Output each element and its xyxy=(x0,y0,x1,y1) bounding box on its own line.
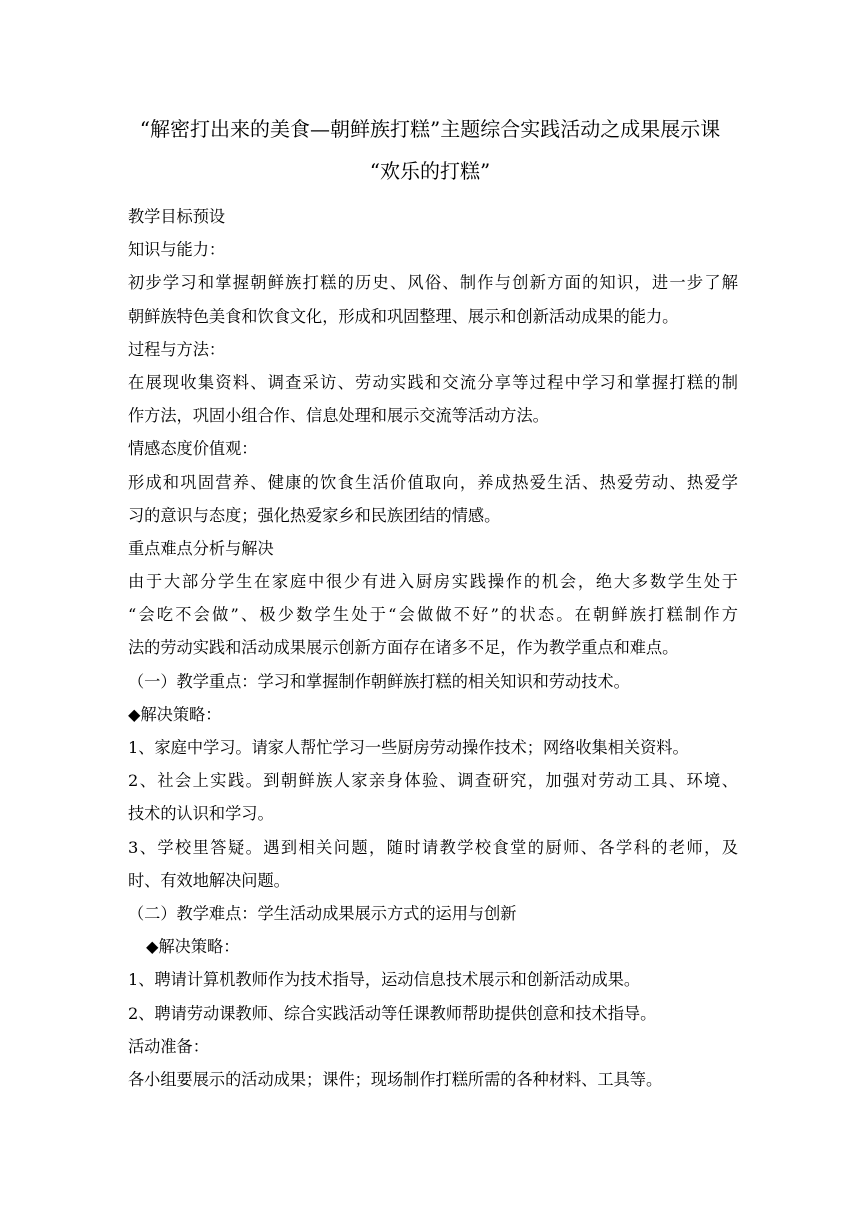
paragraph-line: 形成和巩固营养、健康的饮食生活价值取向，养成热爱生活、热爱劳动、热爱学 xyxy=(128,472,738,492)
document-subtitle: “欢乐的打糕” xyxy=(369,159,491,183)
paragraph-line: 作方法，巩固小组合作、信息处理和展示交流等活动方法。 xyxy=(128,406,549,426)
paragraph-line: 由于大部分学生在家庭中很少有进入厨房实践操作的机会，绝大多数学生处于 xyxy=(128,572,738,592)
list-item-continuation: 时、有效地解决问题。 xyxy=(128,870,290,890)
paragraph-line: 朝鲜族特色美食和饮食文化，形成和巩固整理、展示和创新活动成果的能力。 xyxy=(128,306,679,326)
subheading-teaching-difficulty: （二）教学难点：学生活动成果展示方式的运用与创新 xyxy=(128,903,517,923)
subheading-emotion-values: 情感态度价值观： xyxy=(128,439,258,459)
list-item: 3、学校里答疑。遇到相关问题，随时请教学校食堂的厨师、各学科的老师，及 xyxy=(128,837,738,857)
list-item: 2、社会上实践。到朝鲜族人家亲身体验、调查研究，加强对劳动工具、环境、 xyxy=(128,771,738,791)
list-item-continuation: 技术的认识和学习。 xyxy=(128,804,274,824)
paragraph-line: 法的劳动实践和活动成果展示创新方面存在诸多不足，作为教学重点和难点。 xyxy=(128,638,679,658)
list-item: 1、家庭中学习。请家人帮忙学习一些厨房劳动操作技术；网络收集相关资料。 xyxy=(128,738,689,757)
strategy-heading: ◆解决策略： xyxy=(146,937,240,957)
section-heading-objectives: 教学目标预设 xyxy=(128,207,226,226)
paragraph-line: 习的意识与态度；强化热爱家乡和民族团结的情感。 xyxy=(128,505,501,525)
list-item: 1、聘请计算机教师作为技术指导，运动信息技术展示和创新活动成果。 xyxy=(128,970,641,990)
paragraph-line: 初步学习和掌握朝鲜族打糕的历史、风俗、制作与创新方面的知识，进一步了解 xyxy=(128,273,738,293)
subheading-knowledge-ability: 知识与能力： xyxy=(128,240,226,260)
strategy-heading: ◆解决策略： xyxy=(128,704,222,724)
document-body xyxy=(128,200,738,1096)
paragraph-line: “会吃不会做”、极少数学生处于“会做做不好”的状态。在朝鲜族打糕制作方 xyxy=(128,605,738,625)
section-heading-key-difficult: 重点难点分析与解决 xyxy=(128,538,274,558)
paragraph-line: 各小组要展示的活动成果；课件；现场制作打糕所需的各种材料、工具等。 xyxy=(128,1069,663,1089)
paragraph-line: 在展现收集资料、调查采访、劳动实践和交流分享等过程中学习和掌握打糕的制 xyxy=(128,372,738,392)
subheading-process-method: 过程与方法： xyxy=(128,339,226,359)
list-item: 2、聘请劳动课教师、综合实践活动等任课教师帮助提供创意和技术指导。 xyxy=(128,1003,657,1023)
document-title: “解密打出来的美食—朝鲜族打糕”主题综合实践活动之成果展示课 xyxy=(139,117,721,141)
subheading-teaching-focus: （一）教学重点：学习和掌握制作朝鲜族打糕的相关知识和劳动技术。 xyxy=(128,671,630,691)
subheading-preparation: 活动准备： xyxy=(128,1036,209,1056)
